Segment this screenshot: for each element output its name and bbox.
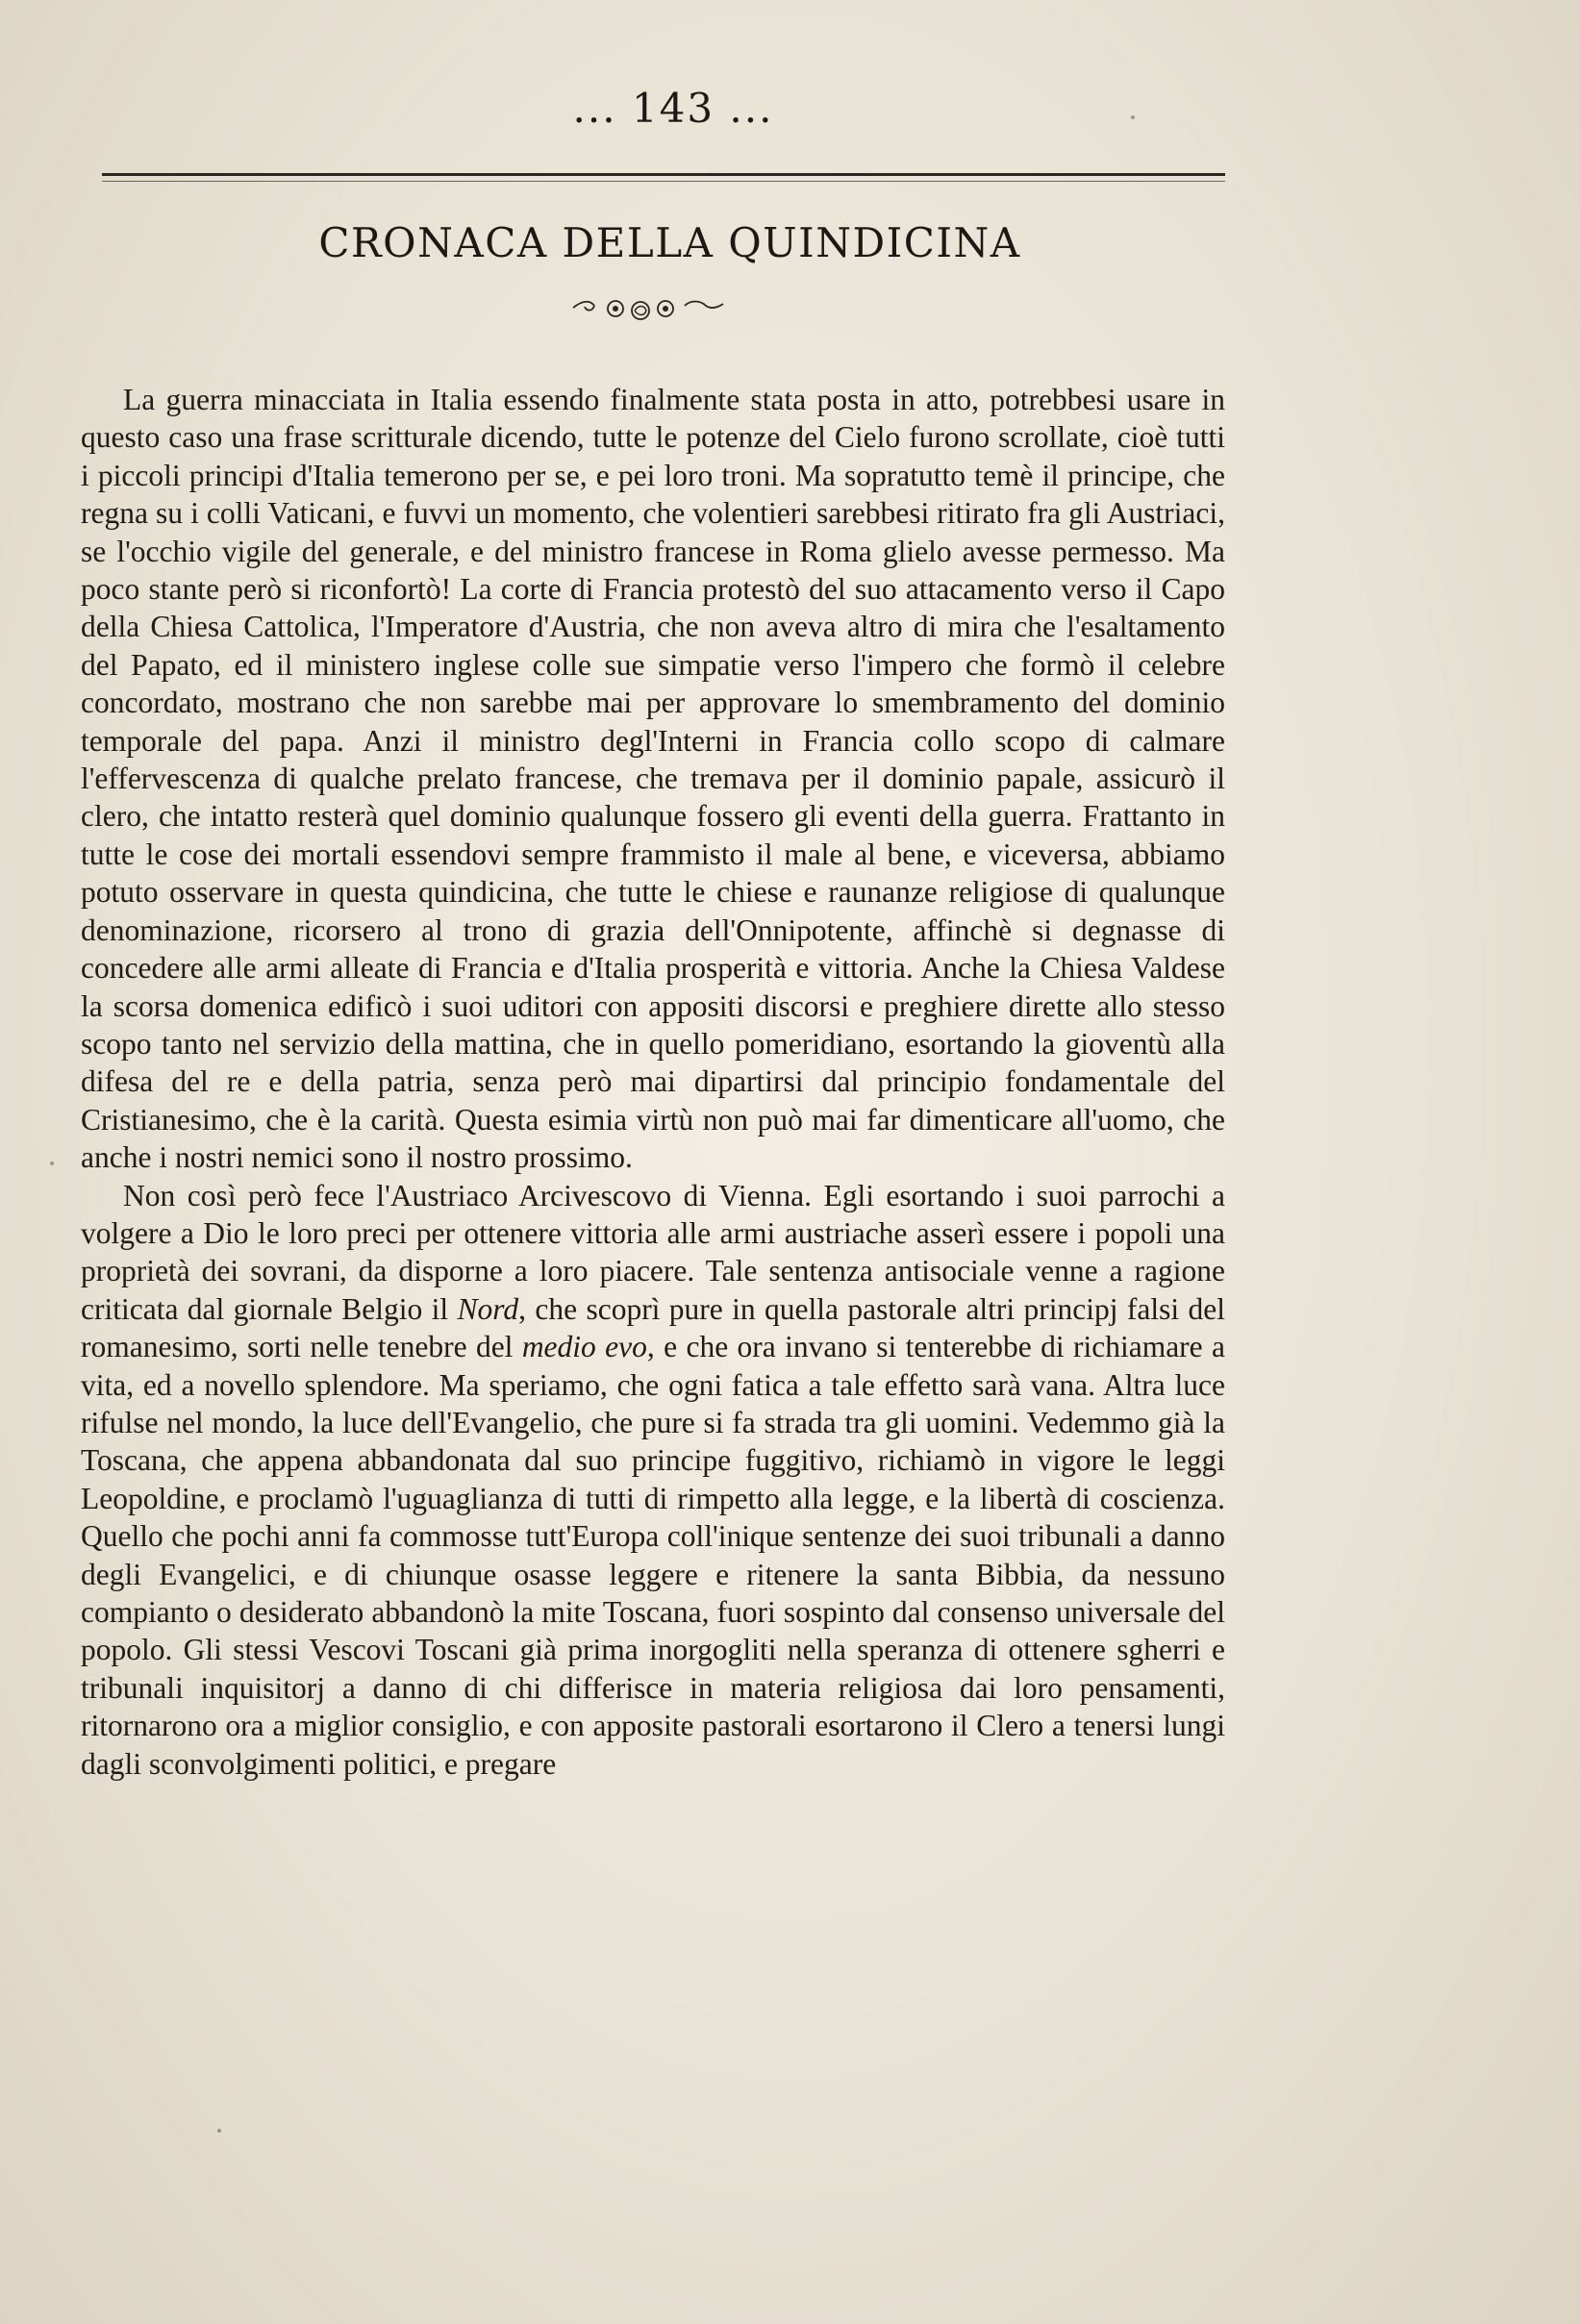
header-rule [102, 173, 1225, 176]
paper-speck [1131, 115, 1135, 119]
article-body [81, 381, 1225, 1783]
article-paragraph: La guerra minacciata in Italia essendo finalmente stata posta in atto, potrebbesi usare in questo caso una frase scritturale dicendo, tutte le potenze del Cielo furono scrollate, cioè tutti i piccoli principi d'Italia temerono per se, e pei loro troni. Ma sopratutto temè il principe, che regna su i colli Vaticani, e fuvvi un momento, che volentieri sarebbesi ritirato fra gli Austriaci, se l'occhio vigile del generale, e del ministro francese in Roma glielo avesse permesso. Ma poco stante però si riconfortò! La corte di Francia protestò del suo attacamento verso il Capo della Chiesa Cattolica, l'Imperatore d'Austria, che non aveva altro di mira che l'esaltamento del Papato, ed il ministero inglese colle sue simpatie verso l'impero che formò il celebre concordato, mostrano che non sarebbe mai per approvare lo smembramento del dominio temporale del papa. Anzi il ministro degl'Interni in Francia collo scopo di calmare l'effervescenza di qualche prelato francese, che tremava per il dominio papale, assicurò il clero, che intatto resterà quel dominio qualunque fossero gli eventi della guerra. Frattanto in tutte le cose dei mortali essendovi sempre frammisto il male al bene, e viceversa, abbiamo potuto osservare in questa quindicina, che tutte le chiese e raunanze religiose di qualunque denominazione, ricorsero al trono di grazia dell'Onnipotente, affinchè si degnasse di concedere alle armi alleate di Francia e d'Italia prosperità e vittoria. Anche la Chiesa Valdese la scorsa domenica edificò i suoi uditori con appositi discorsi e preghiere dirette allo stesso scopo tanto nel servizio della mattina, che in quello pomeridiano, esortando la gioventù alla difesa del re e della patria, senza però mai dipartirsi dal principio fondamentale del Cristianesimo, che è la carità. Questa esimia virtù non può mai far dimenticare all'uomo, che anche i nostri nemici sono il nostro prossimo. [81, 383, 1225, 1175]
section-title: CRONACA DELLA QUINDICINA [318, 219, 1021, 266]
paper-speck [217, 2129, 221, 2133]
paragraph-text: , che scoprì pure in quella pastorale altri principj falsi del romanesimo, sorti nelle tenebre del [81, 1291, 1226, 1364]
decorative-flourish-icon [565, 294, 729, 323]
paragraph-text: Non così però fece l'Austriaco Arcivescovo di Vienna. Egli esortando i suoi parrochi a volgere a Dio le loro preci per ottenere vittoria alle armi austriache asserì essere i popoli una proprietà dei sovrani, da disporne a loro piacere. Tale sentenza antisociale venne a ragione criticata dal giornale Belgio il [81, 1178, 1225, 1326]
header-rule-thin [102, 181, 1225, 182]
page-number: ... 143 ... [572, 85, 774, 132]
paragraph-text: , e che ora invano si tenterebbe di richiamare a vita, ed a novello splendore. Ma speriamo, che ogni fatica a tale effetto sarà vana. Altra luce rifulse nel mondo, la luce dell'Evangelio, che pure si fa strada tra gli uomini. Vedemmo già la Toscana, che appena abbandonata dal suo principe fuggitivo, richiamò in vigore le leggi Leopoldine, e proclamò l'uguaglianza di tutti di rimpetto alla legge, e la libertà di coscienza. Quello che pochi anni fa commosse tutt'Europa coll'inique sentenze dei suoi tribunali a danno degli Evangelici, e di chiunque osasse leggere e ritenere la santa Bibbia, da nessuno compianto o desiderato abbandonò la mite Toscana, fuori sospinto dal consenso universale del popolo. Gli stessi Vescovi Toscani già prima inorgogliti nella speranza di ottenere sgherri e tribunali inquisitorj a danno di chi differisce in materia religiosa dai loro pensamenti, ritornarono ora a miglior consiglio, e con apposite pastorali esortarono il Clero a tenersi lungi dagli sconvolgimenti politici, e pregare [81, 1330, 1225, 1781]
article-paragraph [81, 1177, 1225, 1784]
paper-speck [50, 1162, 54, 1165]
newspaper-name: Nord [457, 1291, 519, 1326]
era-name: medio evo [521, 1330, 647, 1364]
